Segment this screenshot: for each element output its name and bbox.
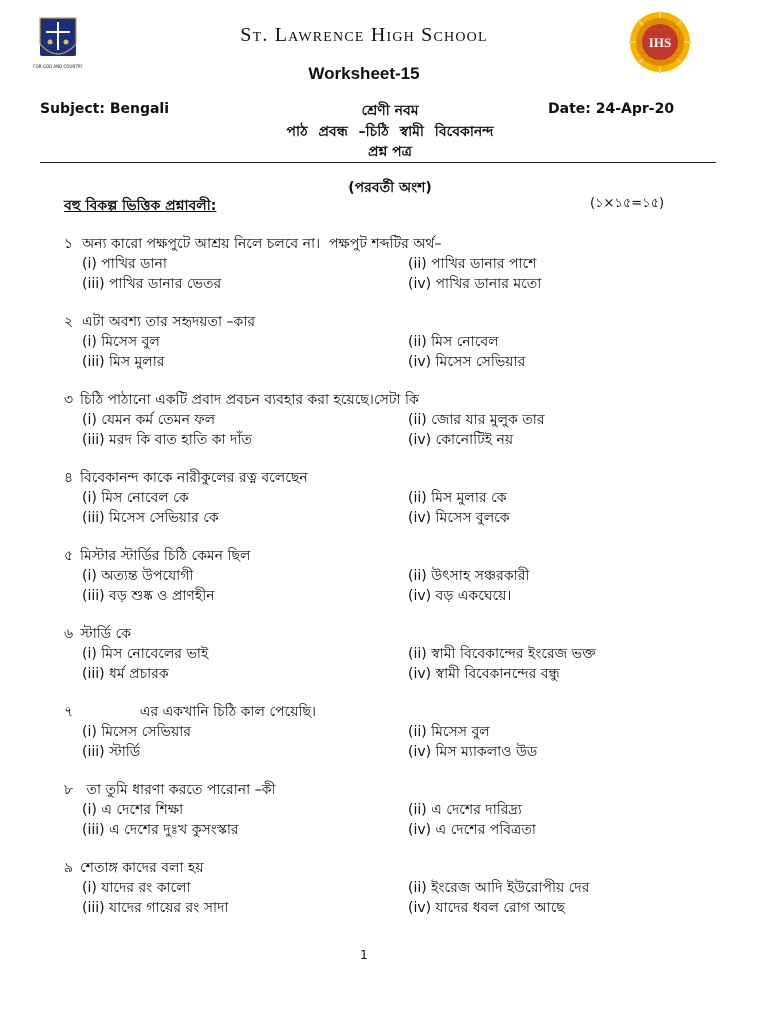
subject-label: Subject: Bengali bbox=[40, 101, 170, 117]
worksheet-title: Worksheet-15 bbox=[308, 64, 420, 83]
option-2: (ii) ইংরেজ আদি ইউরোপীয় দের bbox=[408, 880, 590, 896]
option-4: (iv) মিস ম্যাকলাও উড bbox=[408, 744, 538, 760]
question-number: ৩ bbox=[64, 392, 74, 408]
option-1: (i) মিস নোবেলের ভাই bbox=[82, 646, 209, 662]
class-label: শ্রেণী নবম bbox=[361, 103, 419, 119]
option-1: (i) যাদের রং কালো bbox=[82, 880, 191, 896]
option-4: (iv) স্বামী বিবেকানন্দের বন্ধু bbox=[408, 666, 560, 682]
option-2: (ii) উৎসাহ সঞ্চরকারী bbox=[408, 568, 530, 584]
option-2: (ii) মিস মুলার কে bbox=[408, 490, 507, 506]
option-1: (i) মিসেস সেভিয়ার bbox=[82, 724, 191, 740]
marks-label: (১×১৫=১৫) bbox=[590, 196, 665, 211]
option-1: (i) এ দেশের শিক্ষা bbox=[82, 802, 184, 818]
header-divider bbox=[40, 162, 716, 163]
option-2: (ii) পাখির ডানার পাশে bbox=[408, 256, 537, 272]
question-text: অন্য কারো পক্ষপুটে আশ্রয় নিলে চলবে না। পক্ষপুট শব্দটির অর্থ– bbox=[82, 236, 442, 252]
lesson-label: পাঠ প্রবন্ধ –চিঠি স্বামী বিবেকানন্দ bbox=[286, 124, 494, 140]
question-text: এটা অবশ্য তার সহৃদয়তা –কার bbox=[82, 314, 256, 330]
question-text: স্টার্ডি কে bbox=[80, 626, 132, 642]
question-text: মিস্টার স্টার্ডির চিঠি কেমন ছিল bbox=[80, 548, 251, 564]
option-1: (i) মিস নোবেল কে bbox=[82, 490, 189, 506]
option-3: (iii) বড় শুষ্ক ও প্রাণহীন bbox=[82, 588, 215, 604]
question-text: এর একখানি চিঠি কাল পেয়েছি। bbox=[82, 704, 316, 720]
option-4: (iv) পাখির ডানার মতো bbox=[408, 276, 542, 292]
date-label: Date: 24-Apr-20 bbox=[548, 101, 675, 117]
question-text: শেতাঙ্গ কাদের বলা হয় bbox=[80, 860, 204, 876]
option-2: (ii) স্বামী বিবেকান্দের ইংরেজ ভক্ত bbox=[408, 646, 596, 662]
option-3: (iii) মিস মুলার bbox=[82, 354, 165, 370]
option-2: (ii) জোর যার মুলুক তার bbox=[408, 412, 545, 428]
option-4: (iv) মিসেস সেভিয়ার bbox=[408, 354, 526, 370]
option-1: (i) পাখির ডানা bbox=[82, 256, 167, 272]
option-2: (ii) মিস নোবেল bbox=[408, 334, 499, 350]
paper-label: প্রশ্ন পত্র bbox=[368, 144, 412, 160]
question-number: ২ bbox=[64, 314, 74, 330]
option-4: (iv) কোনোটিই নয় bbox=[408, 432, 514, 448]
option-4: (iv) এ দেশের পবিত্রতা bbox=[408, 822, 536, 838]
option-3: (iii) মিসেস সেভিয়ার কে bbox=[82, 510, 219, 526]
option-1: (i) মিসেস বুল bbox=[82, 334, 160, 350]
option-2: (ii) মিসেস বুল bbox=[408, 724, 490, 740]
option-3: (iii) এ দেশের দুঃখ কুসংস্কার bbox=[82, 822, 239, 838]
question-number: ৫ bbox=[64, 548, 74, 564]
school-name: St. Lawrence High School bbox=[240, 24, 488, 46]
option-3: (iii) যাদের গায়ের রং সাদা bbox=[82, 900, 229, 916]
option-4: (iv) বড় একঘেয়ে। bbox=[408, 588, 512, 604]
option-3: (iii) স্টার্ডি bbox=[82, 744, 141, 760]
question-number: ৪ bbox=[64, 470, 74, 486]
option-1: (i) অত্যন্ত উপযোগী bbox=[82, 568, 194, 584]
page-number: 1 bbox=[360, 948, 368, 962]
question-text: তা তুমি ধারণা করতে পারোনা –কী bbox=[82, 782, 276, 798]
option-3: (iii) পাখির ডানার ভেতর bbox=[82, 276, 222, 292]
option-3: (iii) ধর্ম প্রচারক bbox=[82, 666, 169, 682]
question-number: ৭ bbox=[64, 704, 74, 720]
question-number: ৬ bbox=[64, 626, 74, 642]
question-number: ৯ bbox=[64, 860, 74, 876]
continued-label: (পরবর্তী অংশ) bbox=[348, 180, 432, 196]
option-1: (i) যেমন কর্ম তেমন ফল bbox=[82, 412, 216, 428]
question-number: ১ bbox=[64, 236, 74, 252]
option-4: (iv) মিসেস বুলকে bbox=[408, 510, 510, 526]
question-number: ৮ bbox=[64, 782, 74, 798]
option-4: (iv) যাদের ধবল রোগ আছে bbox=[408, 900, 565, 916]
option-2: (ii) এ দেশের দারিদ্র্য bbox=[408, 802, 522, 818]
crest-text: IHS bbox=[648, 35, 672, 50]
question-text: চিঠি পাঠানো একটি প্রবাদ প্রবচন ব্যবহার করা হয়েছে।সেটা কি bbox=[80, 392, 419, 408]
option-3: (iii) মরদ কি বাত হাতি কা দাঁত bbox=[82, 432, 252, 448]
question-text: বিবেকানন্দ কাকে নারীকুলের রত্ন বলেছেন bbox=[80, 470, 308, 486]
section-title: বহু বিকল্প ভিত্তিক প্রশ্নাবলী: bbox=[64, 198, 217, 214]
logo-motto: FOR GOD AND COUNTRY bbox=[33, 64, 83, 69]
